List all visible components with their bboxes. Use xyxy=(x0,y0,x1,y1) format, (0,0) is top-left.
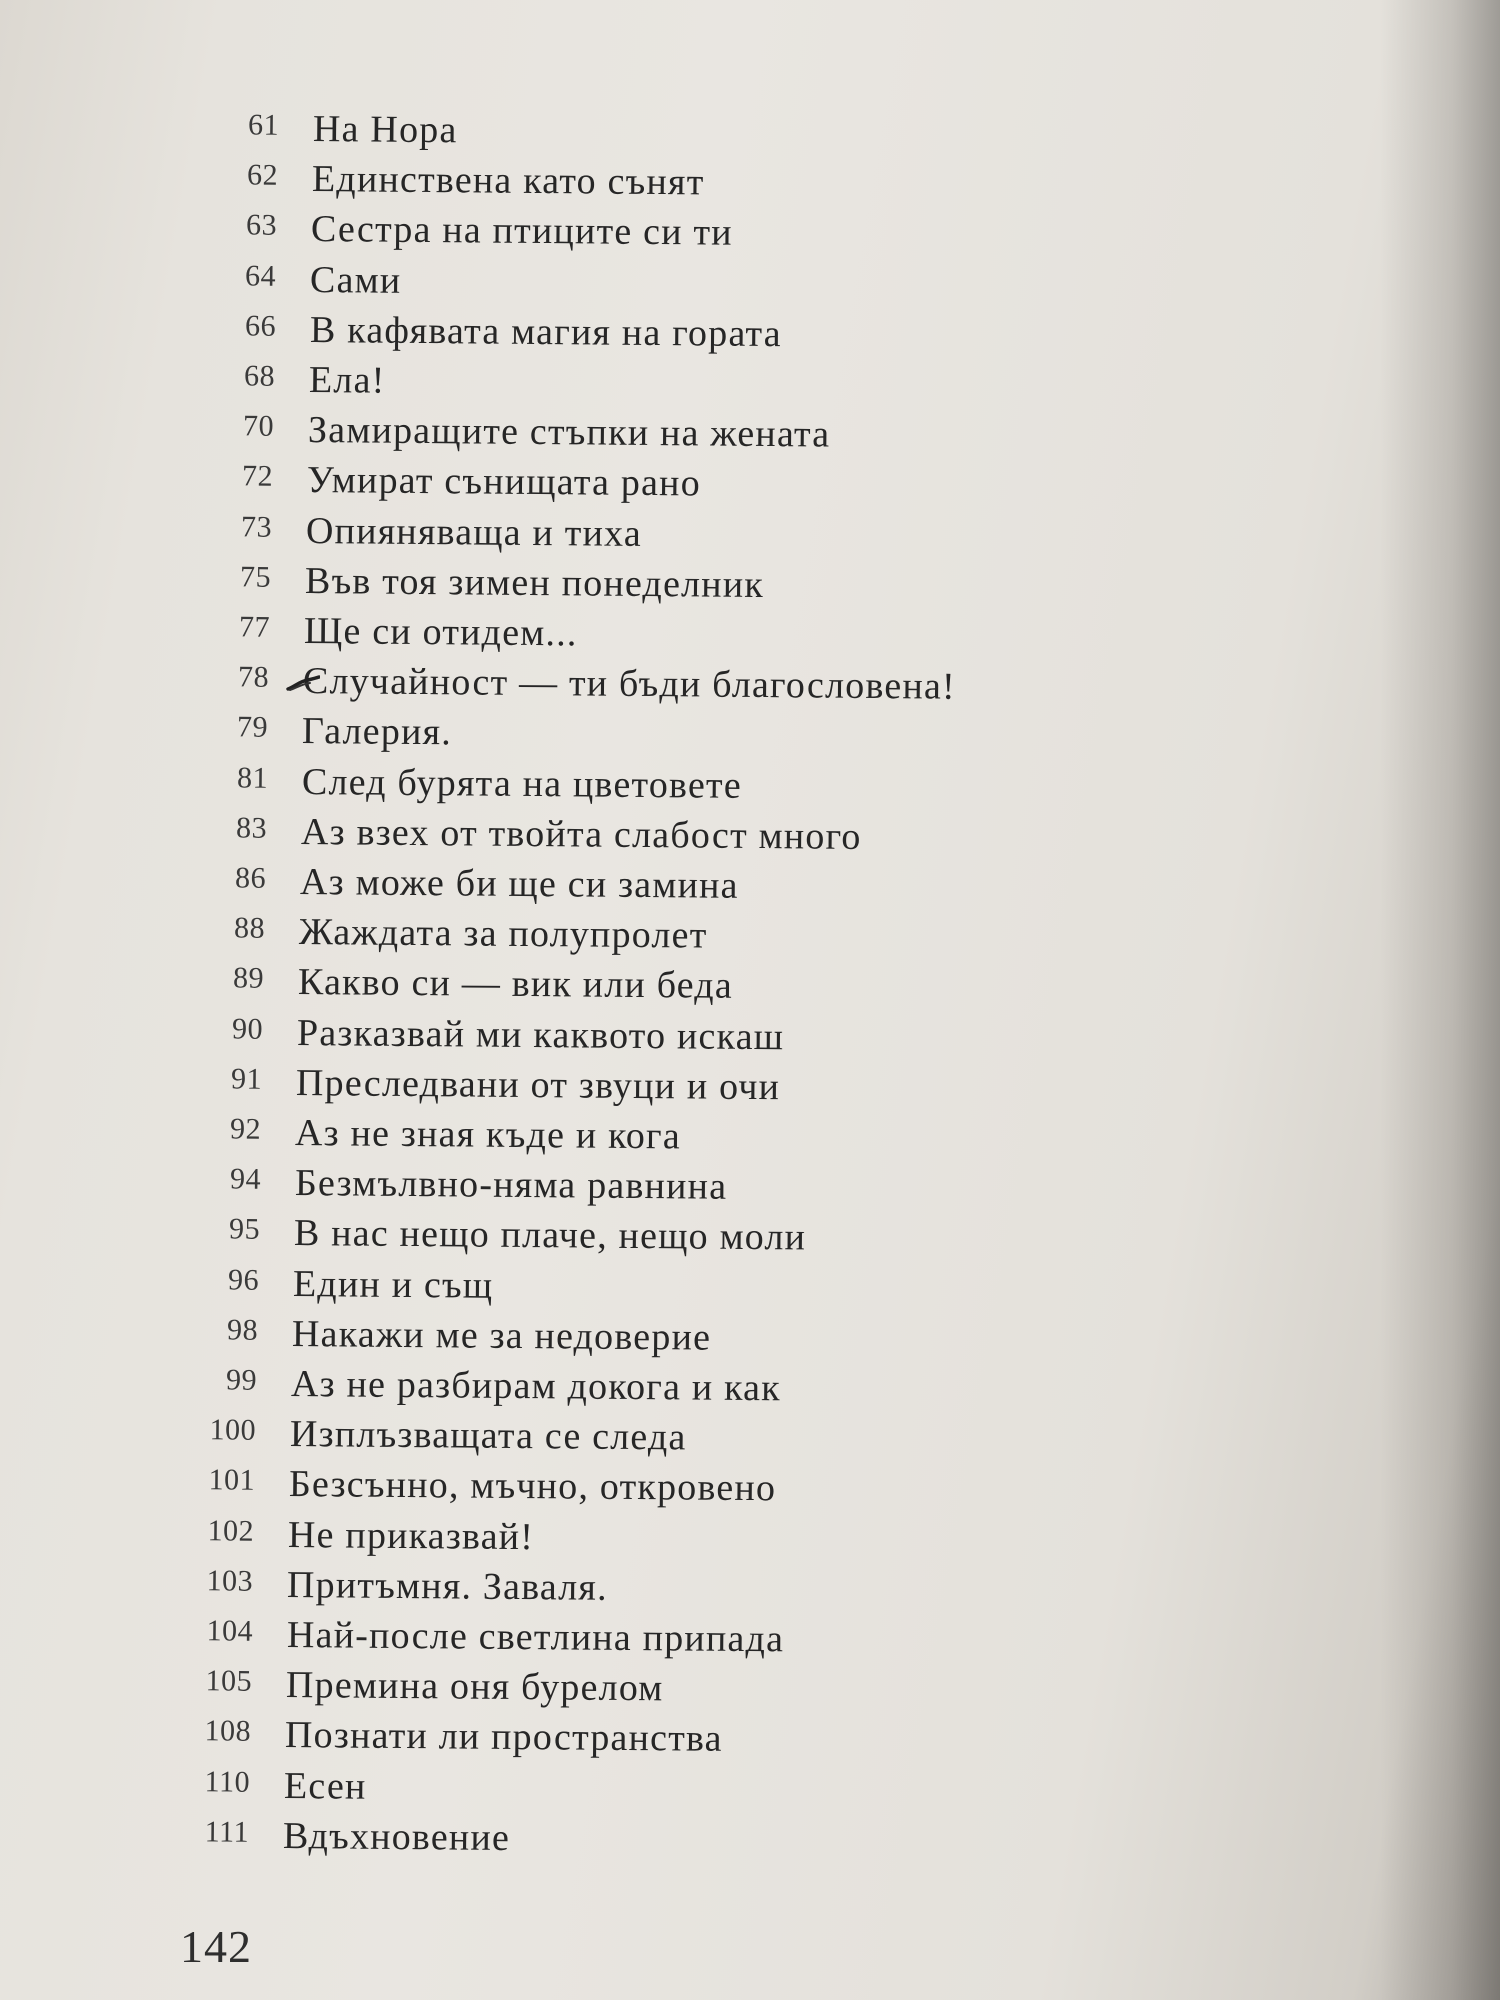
toc-entry xyxy=(239,555,765,611)
toc-entry xyxy=(234,856,739,912)
toc-title: Сестра на птиците си ти xyxy=(311,208,734,255)
page-number: 142 xyxy=(180,1921,252,1972)
toc-title: Сами xyxy=(310,258,402,302)
pen-mark-icon xyxy=(286,675,320,693)
toc-title: Ела! xyxy=(308,359,386,402)
toc-page-number: 89 xyxy=(232,961,265,996)
toc-entry xyxy=(240,505,642,560)
toc-page-number: 88 xyxy=(233,911,266,945)
toc-entry xyxy=(208,1458,777,1514)
toc-page-number: 103 xyxy=(206,1564,254,1598)
toc-title: Аз не разбирам докога и как xyxy=(290,1363,781,1410)
toc-page-number: 77 xyxy=(239,610,271,644)
toc-page-number: 99 xyxy=(225,1363,258,1397)
toc-title: Разказвай ми каквото искаш xyxy=(296,1011,785,1058)
toc-entry xyxy=(226,1308,712,1364)
toc-entry xyxy=(204,1659,664,1714)
toc-entry xyxy=(246,153,705,208)
toc-title: Изплъзващата се следа xyxy=(289,1413,687,1459)
toc-title: Случайност — ти бъди благословена! xyxy=(303,660,957,708)
toc-title: Опияняваща и тиха xyxy=(305,509,642,555)
toc-page-number: 73 xyxy=(240,510,273,544)
toc-entry xyxy=(207,1509,535,1563)
toc-entry xyxy=(227,1258,494,1312)
toc-page-number: 68 xyxy=(243,359,275,393)
toc-title: Ще си отидем... xyxy=(304,610,578,655)
toc-title: Жаждата за полупролет xyxy=(298,911,708,957)
toc-page-number: 108 xyxy=(204,1714,251,1749)
toc-title: Аз може би ще си замина xyxy=(299,861,739,907)
toc-entry xyxy=(230,1107,682,1162)
toc-page-number: 102 xyxy=(207,1513,255,1548)
toc-title: Във тоя зимен понеделник xyxy=(304,559,765,606)
toc-title: Умират сънищата рано xyxy=(306,459,701,505)
toc-title: На Нора xyxy=(312,108,458,152)
toc-title: Премина оня бурелом xyxy=(285,1664,664,1710)
toc-title: В кафявата магия на гората xyxy=(309,308,782,355)
toc-entry xyxy=(228,1207,806,1263)
toc-page-number: 72 xyxy=(241,459,273,494)
toc-title: Безмълвно-няма равнина xyxy=(294,1162,727,1208)
toc-entry xyxy=(239,605,578,659)
toc-entry xyxy=(236,756,742,812)
toc-title: Замиращите стъпки на жената xyxy=(307,409,831,456)
toc-page-number: 62 xyxy=(246,158,279,192)
toc-title: Аз не зная къде и кога xyxy=(295,1112,682,1158)
toc-page-number: 81 xyxy=(236,761,268,795)
toc-title: Не приказвай! xyxy=(288,1513,535,1558)
toc-entry xyxy=(229,1157,727,1213)
toc-page-number: 61 xyxy=(247,108,280,142)
toc-title: Притъмня. Заваля. xyxy=(287,1563,609,1609)
toc-page-number: 105 xyxy=(204,1664,252,1698)
toc-page-number: 100 xyxy=(209,1413,257,1447)
toc-page-number: 70 xyxy=(242,409,274,443)
toc-entry xyxy=(247,103,458,156)
toc-page-number: 94 xyxy=(229,1162,261,1196)
toc-entry xyxy=(242,404,831,461)
toc-page-number: 92 xyxy=(230,1112,262,1146)
toc-entry xyxy=(204,1709,723,1765)
toc-entry xyxy=(243,354,386,407)
toc-page-number: 66 xyxy=(244,309,276,343)
toc-page-number: 111 xyxy=(204,1815,250,1849)
toc-title: Вдъхновение xyxy=(282,1814,511,1859)
toc-title: Галерия. xyxy=(302,710,453,754)
toc-page-number: 75 xyxy=(239,560,272,594)
toc-page-number: 78 xyxy=(238,660,270,694)
toc-title: Какво си — вик или беда xyxy=(297,961,734,1008)
toc-entry xyxy=(235,806,862,863)
toc-entry xyxy=(244,304,782,360)
toc-entry xyxy=(246,203,734,259)
toc-page-number: 83 xyxy=(235,811,267,845)
toc-entry xyxy=(204,1760,367,1813)
toc-title: Аз взех от твойта слабост много xyxy=(300,810,862,858)
toc-page-number: 98 xyxy=(226,1313,258,1347)
toc-title: В нас нещо плаче, нещо моли xyxy=(293,1212,806,1259)
toc-entry xyxy=(232,956,734,1012)
toc-title: Най-после светлина припада xyxy=(286,1614,784,1661)
toc-page-number: 104 xyxy=(205,1614,253,1648)
toc-entry xyxy=(225,1358,781,1414)
toc-page-number: 101 xyxy=(208,1463,256,1498)
toc-title: Безсънно, мъчно, откровено xyxy=(289,1463,777,1510)
toc-page-number: 79 xyxy=(237,710,269,745)
toc-page-number: 63 xyxy=(246,208,278,243)
toc-title: Единствена като сънят xyxy=(311,158,705,204)
toc-page-number: 86 xyxy=(234,861,266,895)
toc-page-number: 95 xyxy=(228,1212,260,1247)
toc-page-number: 110 xyxy=(204,1764,251,1799)
toc-page-number: 91 xyxy=(231,1062,263,1096)
toc-entry xyxy=(231,1057,781,1113)
toc-title: Есен xyxy=(283,1764,367,1808)
toc-title: Познати ли пространства xyxy=(284,1714,723,1761)
toc-title: Преследвани от звуци и очи xyxy=(296,1061,781,1109)
toc-entry xyxy=(238,655,957,713)
toc-entry xyxy=(241,454,701,509)
toc-title: Един и същ xyxy=(292,1262,494,1307)
toc-entry xyxy=(231,1007,785,1063)
toc-entry xyxy=(206,1559,609,1614)
toc-entry xyxy=(233,906,708,962)
toc-title: Накажи ме за недоверие xyxy=(291,1312,712,1359)
toc-page-number: 96 xyxy=(227,1263,259,1297)
toc-entry xyxy=(209,1408,687,1463)
toc-title: След бурята на цветовете xyxy=(301,760,742,807)
toc-entry xyxy=(204,1810,511,1864)
toc-entry xyxy=(245,254,402,307)
toc-page-number: 90 xyxy=(231,1012,264,1046)
toc-entry xyxy=(205,1609,784,1665)
toc-entry xyxy=(237,705,453,758)
toc-page-number: 64 xyxy=(245,259,277,293)
